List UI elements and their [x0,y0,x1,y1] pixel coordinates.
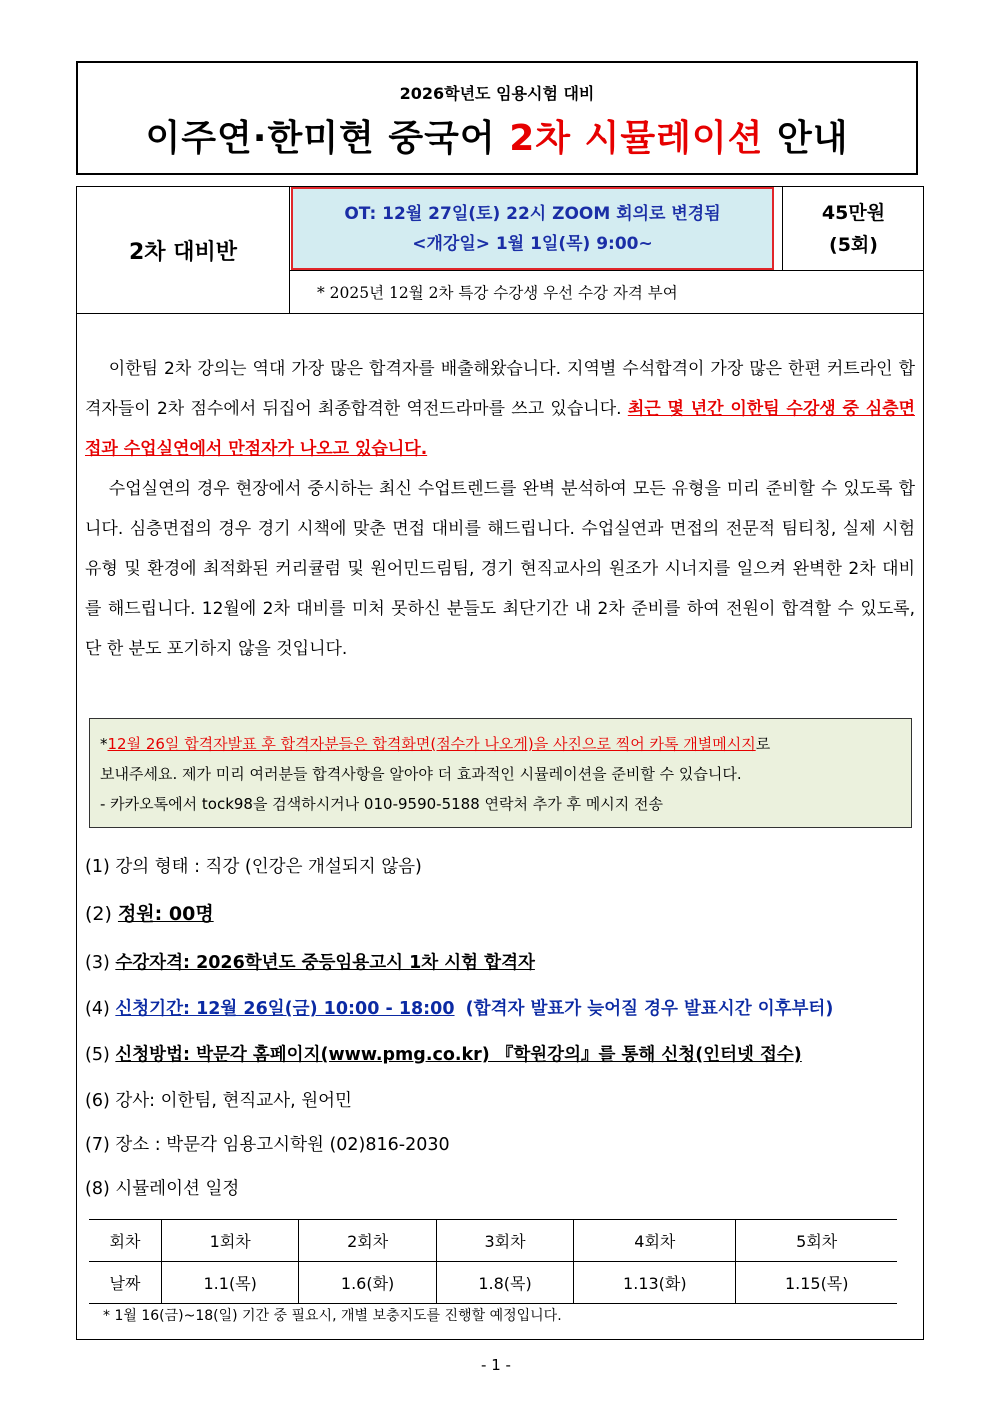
priority-note: * 2025년 12월 2차 특강 수강생 우선 수강 자격 부여 [317,284,678,302]
title-prefix: 이주연·한미현 중국어 [145,118,510,159]
item-3-text: 수강자격: 2026학년도 중등임용고시 1차 시험 합격자 [115,953,535,973]
item-4-text: 신청기간: 12월 26일(금) 10:00 - 18:00 [115,999,455,1019]
intro-paragraph-2: 수업실연의 경우 현장에서 중시하는 최신 수업트렌드를 완벽 분석하여 모든 유형을 미리 준비할 수 있도록 합니다. 심층면접의 경우 경기 시책에 맞춘 면접 대비를 해드립니다. 수업실연과 면접의 전문적 팀티칭, 실제 시험유형 및 환경에 최적화된 커리큘럼 및 원어민드림팀, 경기 현직교사의 원조가 시너지를 일으켜 완벽한 2차 대비를 해드립니다. 12월에 2차 대비를 미처 못하신 분들도 최단기간 내 2차 준비를 하여 전원이 합격할 수 있도록, 단 한 분도 포기하지 않을 것입니다. [85,479,915,659]
ot-line: OT: 12월 27일(토) 22시 ZOOM 회의로 변경됨 [344,204,721,224]
item-4 [85,995,833,1020]
title-main [78,110,916,161]
title-box [76,61,918,175]
course-name: 2차 대비반 [77,187,290,313]
item-2-num: (2) [85,903,118,925]
title-subtitle: 2026학년도 임용시험 대비 [399,84,595,103]
main-box [76,186,924,1340]
item-3 [85,949,535,974]
item-4-note: (합격자 발표가 늦어질 경우 발표시간 이후부터) [465,999,834,1019]
date-cell: 1.1(목) [162,1262,299,1304]
item-2-text: 정원: 00명 [117,903,214,925]
schedule-note: * 1월 16(금)~18(일) 기간 중 필요시, 개별 보충지도를 진행할 예정입니다. [103,1308,562,1324]
intro-p1-highlight: 최근 몇 년간 이한팀 수강생 중 심층면접과 수업실연에서 만점자가 나오고 있습니다. [85,399,915,459]
date-cell: 1.6(화) [299,1262,436,1304]
date-cell: 1.15(목) [736,1262,897,1304]
item-3-num: (3) [85,953,116,973]
schedule-row-dates [89,1262,897,1304]
item-5-text: 신청방법: 박문각 홈페이지(www.pmg.co.kr) 『학원강의』를 통해 신청(인터넷 접수) [115,1045,802,1065]
date-cell: 1.13(화) [574,1262,736,1304]
row-label: 날짜 [89,1262,162,1304]
notice-line-2: 보내주세요. 제가 미리 여러분들 합격사항을 알아야 더 효과적인 시뮬레이션을 준비할 수 있습니다. [100,765,742,783]
page-number: - 1 - [481,1356,511,1374]
item-5 [85,1041,802,1066]
notice-box [89,718,912,828]
session-cell: 2회차 [299,1220,436,1262]
title-highlight: 2차 시뮬레이션 [509,118,764,159]
notice-line1-tail: 로 [755,735,771,753]
item-2 [85,899,214,926]
session-cell: 5회차 [736,1220,897,1262]
item-8: (8) 시뮬레이션 일정 [85,1179,240,1199]
start-line: <개강일> 1월 1일(목) 9:00~ [412,234,653,254]
item-7: (7) 장소 : 박문각 임용고시학원 (02)816-2030 [85,1135,450,1155]
header-divider [289,270,923,271]
session-cell: 4회차 [574,1220,736,1262]
notice-highlight: 12월 26일 합격자발표 후 합격자분들은 합격화면(점수가 나오게)을 사진으로 찍어 카톡 개별메시지 [107,735,756,753]
item-4-num: (4) [85,999,116,1019]
session-cell: 1회차 [162,1220,299,1262]
item-6: (6) 강사: 이한팀, 현직교사, 원어민 [85,1091,352,1111]
intro-p1-text: 이한팀 2차 강의는 역대 가장 많은 합격자를 배출해왔습니다. 지역별 수석합격이 가장 많은 한편 커트라인 합격자들이 2차 점수에서 뒤집어 최종합격한 역전드라마를 쓰고 있습니다. [85,359,915,419]
schedule-table [89,1219,897,1304]
sessions-count: (5회) [829,234,878,256]
notice-line-1 [100,729,901,759]
header-bottom-rule [77,313,923,314]
price-box [782,187,924,270]
intro-paragraph-1 [85,349,915,469]
date-cell: 1.8(목) [436,1262,573,1304]
schedule-row-sessions [89,1220,897,1262]
item-5-num: (5) [85,1045,116,1065]
intro-text [85,349,915,669]
title-suffix: 안내 [763,118,849,159]
item-1: (1) 강의 형태 : 직강 (인강은 개설되지 않음) [85,857,422,877]
notice-line-3: - 카카오톡에서 tock98을 검색하시거나 010-9590-5188 연락처 추가 후 메시지 전송 [100,795,663,813]
price: 45만원 [821,202,886,224]
session-cell: 3회차 [436,1220,573,1262]
ot-box [291,187,774,270]
notice-star: * [100,735,108,753]
row-label: 회차 [89,1220,162,1262]
